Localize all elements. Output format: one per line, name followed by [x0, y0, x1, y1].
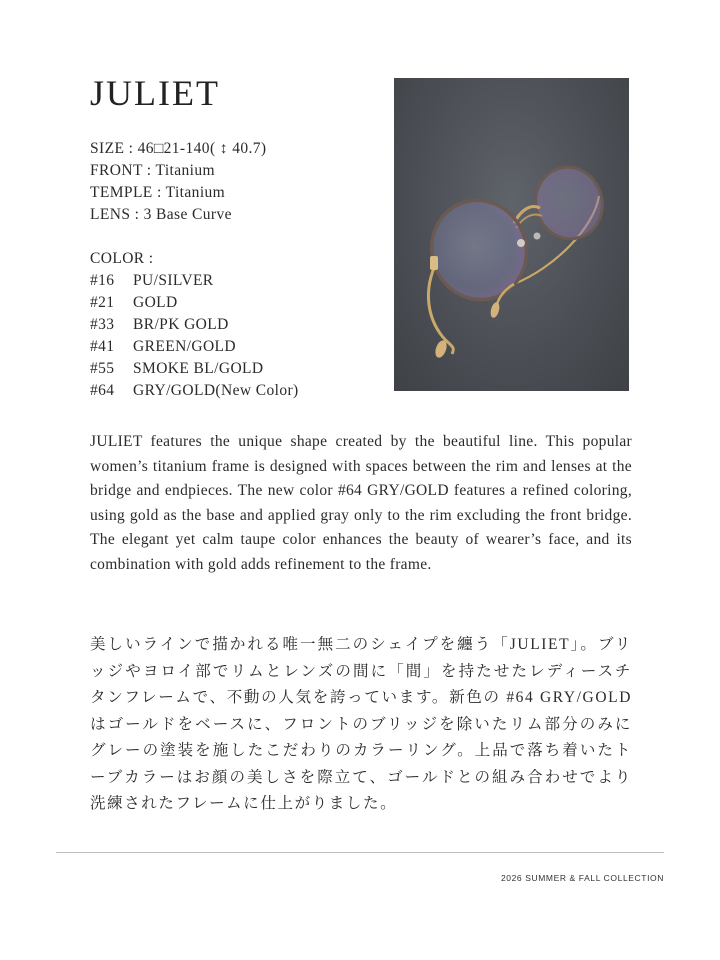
spec-size: SIZE : 46□21-140( ↕ 40.7)	[90, 140, 267, 157]
spec-list	[90, 138, 390, 402]
color-item	[90, 380, 390, 402]
color-item	[90, 358, 390, 380]
color-name: BR/PK GOLD	[133, 316, 229, 333]
color-name: GREEN/GOLD	[133, 338, 237, 355]
color-item	[90, 292, 390, 314]
color-code: #55	[90, 360, 115, 377]
spec-lens: LENS : 3 Base Curve	[90, 206, 232, 223]
color-name: GRY/GOLD(New Color)	[133, 382, 299, 399]
color-name: PU/SILVER	[133, 272, 214, 289]
product-photo	[394, 78, 629, 391]
color-code: #64	[90, 382, 115, 399]
spec-temple: TEMPLE : Titanium	[90, 184, 226, 201]
product-title: JULIET	[90, 73, 220, 113]
color-list	[90, 270, 390, 402]
color-item	[90, 314, 390, 336]
color-name: GOLD	[133, 294, 178, 311]
collection-label: 2026 SUMMER & FALL COLLECTION	[500, 873, 664, 883]
color-item	[90, 270, 390, 292]
color-code: #21	[90, 294, 115, 311]
color-name: SMOKE BL/GOLD	[133, 360, 264, 377]
spacer	[90, 226, 390, 248]
color-code: #33	[90, 316, 115, 333]
footer-divider	[56, 852, 664, 853]
eyeglasses-icon	[394, 78, 629, 391]
color-item	[90, 336, 390, 358]
color-code: #16	[90, 272, 115, 289]
description-english: JULIET features the unique shape created by the beautiful line. This popular women’s titanium frame is designed with spaces between the rim and lenses at the bridge and endpieces. The new color #64 GRY/GOLD features a refined coloring, using gold as the base and applied gray only to the rim excluding the front bridge. The elegant yet calm taupe color enhances the beauty of wearer’s face, and its combination with gold adds refinement to the frame.	[90, 433, 632, 573]
description-japanese: 美しいラインで描かれる唯一無二のシェイプを纏う「JULIET」。ブリッジやヨロイ部でリムとレンズの間に「間」を持たせたレディースチタンフレームで、不動の人気を誇っています。新色の #64 GRY/GOLD はゴールドをベースに、フロントのブリッジを除いたリム部分のみにグレーの塗装を施したこだわりのカラーリング。上品で落ち着いたトーブカラーはお顔の美しさを際立て、ゴールドとの組み合わせでより洗練されたフレームに仕上がりました。	[90, 636, 632, 812]
color-heading: COLOR :	[90, 250, 154, 267]
color-code: #41	[90, 338, 115, 355]
spec-front: FRONT : Titanium	[90, 162, 215, 179]
